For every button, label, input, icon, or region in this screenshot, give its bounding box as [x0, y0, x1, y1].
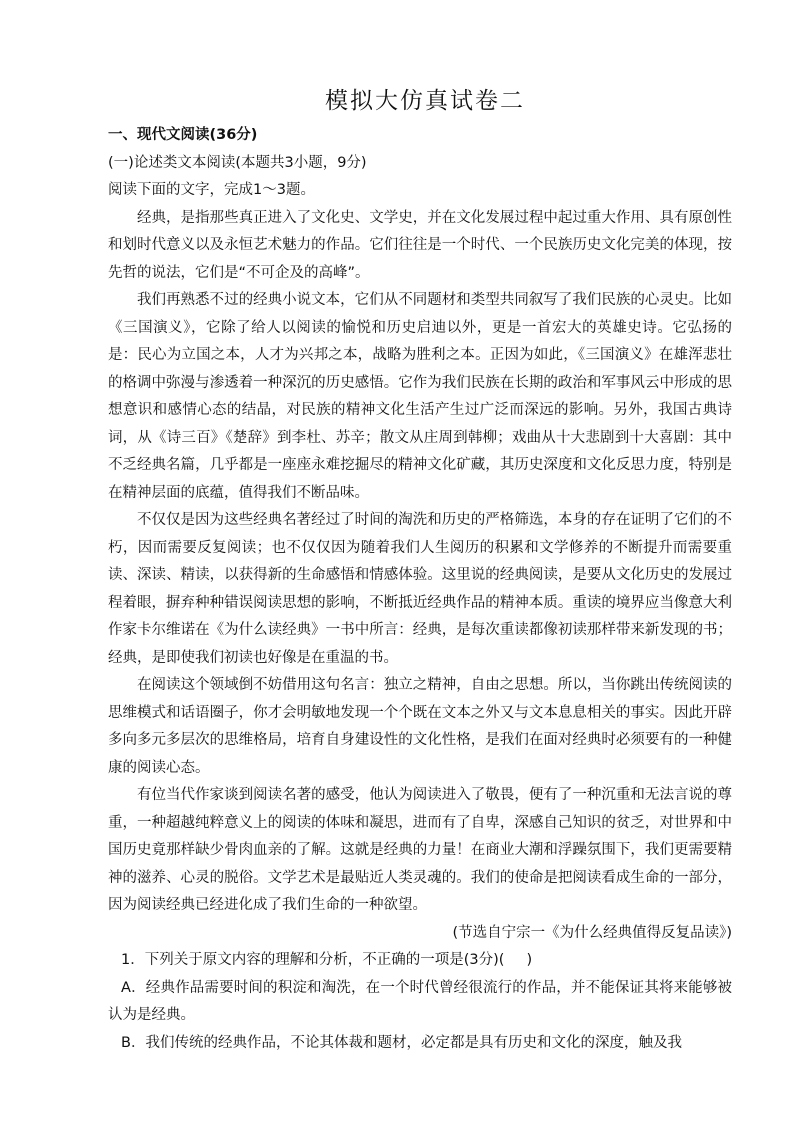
- question-option: A．经典作品需要时间的积淀和淘洗，在一个时代曾经很流行的作品，并不能保证其将来能够被认为是经典。: [108, 979, 732, 1023]
- source-citation: (节选自宁宗一《为什么经典值得反复品读》): [452, 924, 732, 941]
- paragraph: 有位当代作家谈到阅读名著的感受，他认为阅读进入了敬畏，便有了一种沉重和无法言说的尊重，一种超越纯粹意义上的阅读的体味和凝思，进而有了自卑，深感自己知识的贫乏，对世界和中国历史竟那样缺少骨肉血亲的了解。这就是经典的力量！在商业大潮和浮躁氛围下，我们更需要精神的滋养、心灵的脱俗。文学艺术是最贴近人类灵魂的。我们的使命是把阅读看成生命的一部分，因为阅读经典已经进化成了我们生命的一种欲望。: [108, 787, 732, 913]
- question-option: B．我们传统的经典作品，不论其体裁和题材，必定都是具有历史和文化的深度，触及我: [121, 1034, 682, 1051]
- paragraph: 在阅读这个领域倒不妨借用这句名言：独立之精神，自由之思想。所以，当你跳出传统阅读的思维模式和话语圈子，你才会明敏地发现一个个既在文本之外又与文本息息相关的事实。因此开辟多向多元多层次的思维格局，培育自身建设性的文化性格，是我们在面对经典时必须要有的一种健康的阅读心态。: [108, 677, 732, 776]
- document-body: [108, 122, 732, 1057]
- paragraph: 我们再熟悉不过的经典小说文本，它们从不同题材和类型共同叙写了我们民族的心灵史。比如《三国演义》，它除了给人以阅读的愉悦和历史启迪以外，更是一首宏大的英雄史诗。它弘扬的是：民心为立国之本，人才为兴邦之本，战略为胜利之本。正因为如此，《三国演义》在雄浑悲壮的格调中弥漫与渗透着一种深沉的历史感悟。它作为我们民族在长期的政治和军事风云中形成的思想意识和感情心态的结晶，对民族的精神文化生活产生过广泛而深远的影响。另外，我国古典诗词，从《诗三百》《楚辞》到李杜、苏辛；散文从庄周到韩柳；戏曲从十大悲剧到十大喜剧：其中不乏经典名篇，几乎都是一座座永难挖掘尽的精神文化矿藏，其历史深度和文化反思力度，特别是在精神层面的底蕴，值得我们不断品味。: [108, 292, 732, 501]
- question-stem-text: 1．下列关于原文内容的理解和分析，不正确的一项是(3分)(: [121, 952, 505, 968]
- page-title: 模拟大仿真试卷二: [325, 88, 525, 114]
- subsection-heading: (一)论述类文本阅读(本题共3小题，9分): [108, 154, 367, 171]
- question-stem-close: ): [526, 952, 533, 968]
- question-stem: [108, 947, 732, 975]
- paragraph: 不仅仅是因为这些经典名著经过了时间的淘洗和历史的严格筛选，本身的存在证明了它们的不朽，因而需要反复阅读；也不仅仅因为随着我们人生阅历的积累和文学修养的不断提升而需要重读、深读、精读，以获得新的生命感悟和情感体验。这里说的经典阅读，是要从文化历史的发展过程着眼，摒弃种种错误阅读思想的影响，不断抵近经典作品的精神本质。重读的境界应当像意大利作家卡尔维诺在《为什么读经典》一书中所言：经典，是每次重读都像初读那样带来新发现的书；经典，是即使我们初读也好像是在重温的书。: [108, 512, 732, 666]
- paragraph: 经典，是指那些真正进入了文化史、文学史，并在文化发展过程中起过重大作用、具有原创性和划时代意义以及永恒艺术魅力的作品。它们往往是一个时代、一个民族历史文化完美的体现，按先哲的说法，它们是“不可企及的高峰”。: [108, 209, 732, 281]
- section-heading: 一、现代文阅读(36分): [108, 127, 258, 143]
- instruction-text: 阅读下面的文字，完成1～3题。: [108, 182, 315, 198]
